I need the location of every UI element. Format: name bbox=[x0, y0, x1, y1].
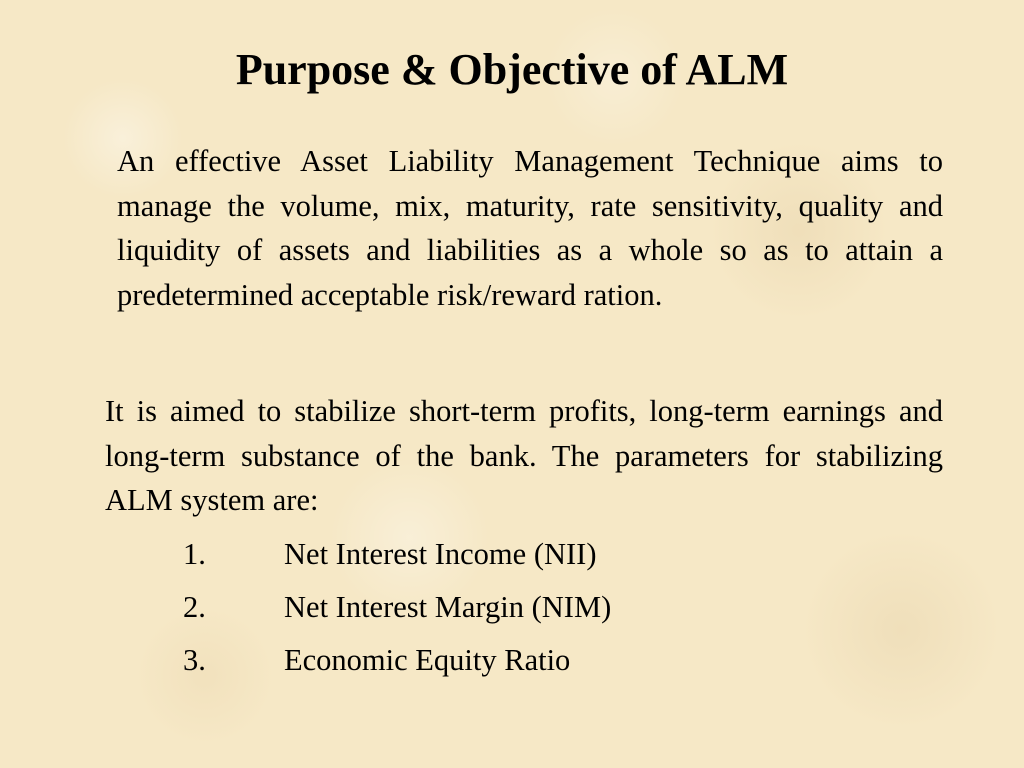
list-item-number: 2. bbox=[183, 590, 206, 624]
list-item-label: Net Interest Income (NII) bbox=[284, 537, 597, 571]
list-item bbox=[183, 531, 611, 584]
list-item bbox=[183, 584, 611, 637]
paragraph-alm-aims: It is aimed to stabilize short-term profits, long-term earnings and long-term substance of the bank. The parameters for stabilizing ALM system are: bbox=[105, 394, 943, 517]
slide-title: Purpose & Objective of ALM bbox=[235, 45, 789, 94]
list-item-label: Economic Equity Ratio bbox=[284, 643, 571, 677]
list-item-label: Net Interest Margin (NIM) bbox=[284, 590, 612, 624]
list-item-number: 1. bbox=[183, 537, 206, 571]
parameters-list bbox=[183, 531, 611, 690]
list-item-number: 3. bbox=[183, 643, 206, 677]
list-item bbox=[183, 637, 611, 690]
paragraph-alm-technique: An effective Asset Liability Management Technique aims to manage the volume, mix, maturity, rate sensitivity, quality and liquidity of assets and liabilities as a whole so as to attain a predetermined acceptable risk/reward ration. bbox=[117, 144, 943, 312]
